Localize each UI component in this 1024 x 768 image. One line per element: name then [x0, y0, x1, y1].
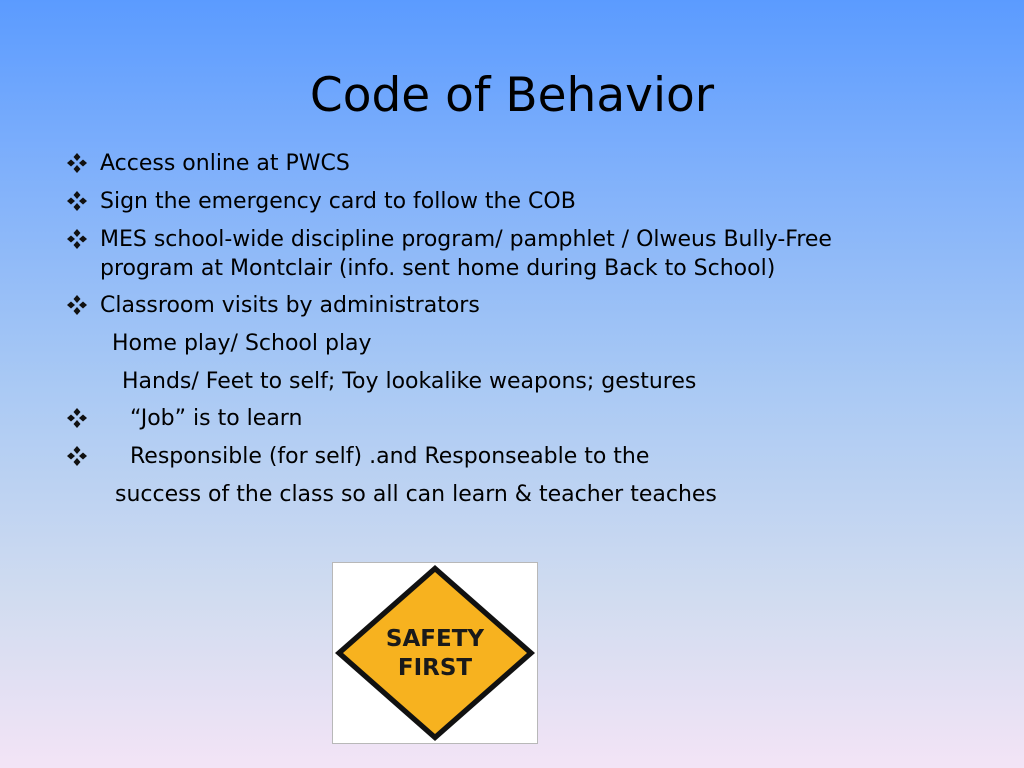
bullet-line-classroom-visits: Classroom visits by administrators — [100, 293, 480, 318]
four-diamond-bullet-icon — [66, 228, 88, 250]
safety-first-sign-image — [332, 562, 538, 744]
indented-line-hands-feet: Hands/ Feet to self; Toy lookalike weapons; gestures — [122, 369, 697, 394]
bullet-line-discipline-program-continued: program at Montclair (info. sent home during Back to School) — [100, 256, 776, 281]
sign-text-first: FIRST — [397, 655, 473, 681]
slide-title: Code of Behavior — [309, 68, 715, 123]
bullet-line-emergency-card: Sign the emergency card to follow the COB — [100, 189, 576, 214]
indented-line-home-play: Home play/ School play — [112, 331, 372, 356]
four-diamond-bullet-icon — [66, 152, 88, 174]
four-diamond-bullet-icon — [66, 407, 88, 429]
bullet-line-responsible: Responsible (for self) .and Responseable to the — [130, 444, 650, 469]
indented-line-success-of-class: success of the class so all can learn & teacher teaches — [115, 482, 717, 507]
bullet-line-job-is-to-learn: “Job” is to learn — [130, 406, 303, 431]
safety-first-sign-icon — [333, 563, 537, 743]
sign-text-safety: SAFETY — [385, 626, 485, 652]
four-diamond-bullet-icon — [66, 294, 88, 316]
bullet-line-discipline-program: MES school-wide discipline program/ pamphlet / Olweus Bully-Free — [100, 227, 832, 252]
bullet-line-access-online: Access online at PWCS — [100, 151, 350, 176]
four-diamond-bullet-icon — [66, 190, 88, 212]
four-diamond-bullet-icon — [66, 445, 88, 467]
